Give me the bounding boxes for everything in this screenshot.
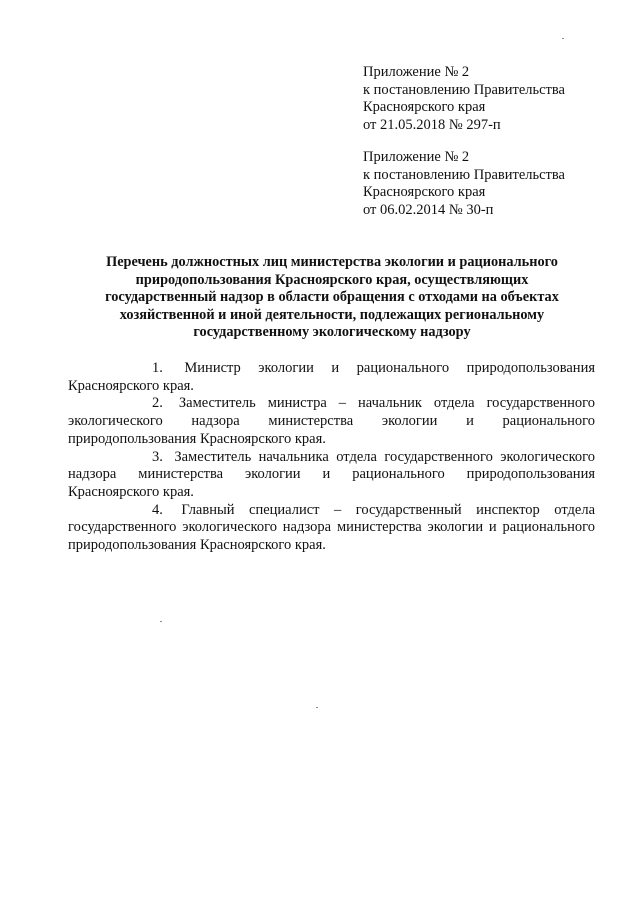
- list-item: [68, 502, 595, 555]
- appendix-line: Приложение № 2: [363, 149, 470, 165]
- appendix-line: к постановлению Правительства: [363, 81, 565, 98]
- list-item-text: Министр экологии и рационального природопользования Красноярского края.: [68, 360, 595, 394]
- list-item-text: Заместитель министра – начальник отдела государственного экологического надзора министерства экологии и рационального природопользования Красноярского края.: [68, 395, 596, 447]
- appendix-line: от 21.05.2018 № 297-п: [363, 116, 501, 133]
- list-item: [68, 360, 595, 395]
- list-item: [68, 449, 595, 502]
- appendix-line: Красноярского края: [363, 99, 486, 115]
- title-line: государственному экологическому надзору: [193, 324, 471, 341]
- officials-list: [68, 360, 595, 555]
- list-item: [68, 395, 595, 448]
- title-line: природопользования Красноярского края, осуществляющих: [135, 271, 529, 288]
- list-item-number: 2.: [152, 395, 163, 412]
- scan-speck: [316, 707, 318, 708]
- list-item-text: Главный специалист – государственный инспектор отдела государственного экологического надзора министерства экологии и рационального природопользования Красноярского края.: [68, 501, 595, 554]
- appendix-header-current: [363, 64, 613, 134]
- list-item-number: 3.: [152, 448, 163, 465]
- list-item-number: 1.: [152, 360, 163, 376]
- appendix-header-original: [363, 149, 613, 219]
- appendix-line: к постановлению Правительства: [363, 166, 565, 183]
- title-line: хозяйственной и иной деятельности, подлежащих региональному: [119, 306, 545, 323]
- appendix-line: от 06.02.2014 № 30-п: [363, 201, 494, 218]
- appendix-line: Красноярского края: [363, 184, 486, 200]
- document-title: [68, 254, 596, 342]
- title-line: Перечень должностных лиц министерства экологии и рационального: [106, 254, 558, 270]
- list-item-text: Заместитель начальника отдела государственного экологического надзора министерства экологии и рационального природопользования Красноярского края.: [68, 448, 595, 500]
- scan-speck: [562, 38, 564, 39]
- list-item-number: 4.: [152, 501, 163, 518]
- appendix-line: Приложение № 2: [363, 64, 470, 80]
- title-line: государственный надзор в области обращения с отходами на объектах: [105, 289, 559, 306]
- scan-speck: [160, 621, 162, 622]
